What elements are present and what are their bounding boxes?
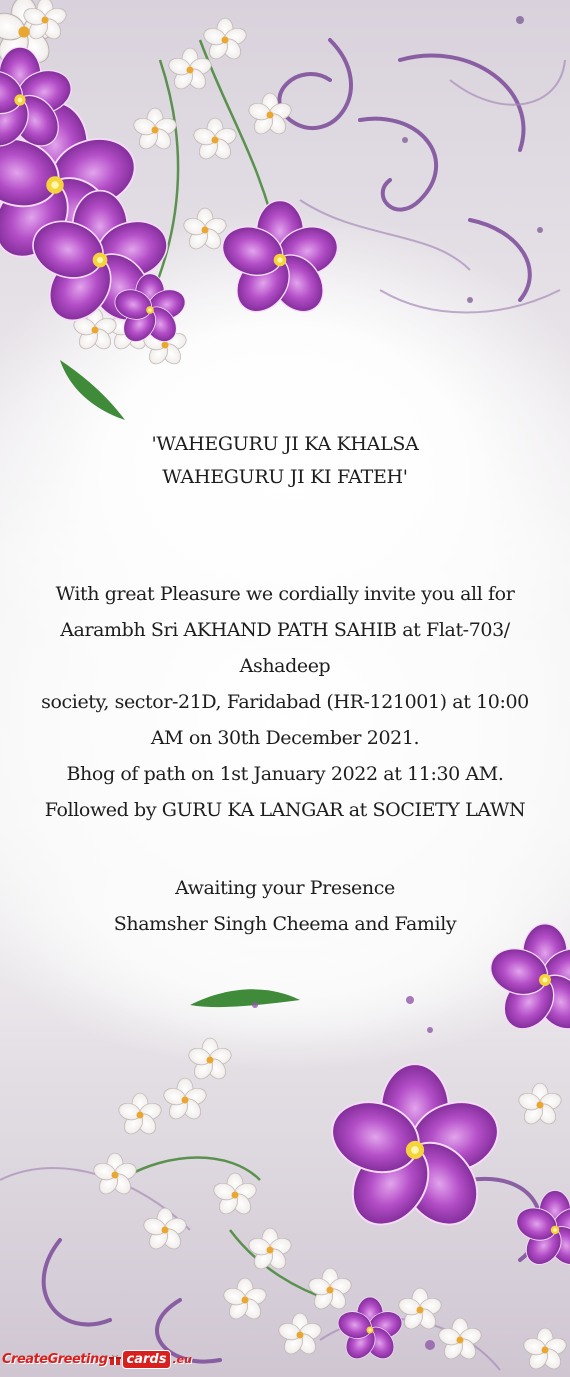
invitation-line-6: Bhog of path on 1st January 2022 at 11:30 AM. [66, 763, 504, 785]
invitation-line-4: society, sector-21D, Faridabad (HR-121001) at 10:00 [41, 691, 529, 713]
invitation-text [0, 576, 570, 828]
invitation-line-2: Aarambh Sri AKHAND PATH SAHIB at Flat-703/ [60, 619, 510, 641]
invitation-line-5: AM on 30th December 2021. [150, 727, 420, 749]
invitation-line-7: Followed by GURU KA LANGAR at SOCIETY LAWN [44, 799, 526, 821]
closing-line-2: Shamsher Singh Cheema and Family [113, 913, 457, 935]
greeting-text [0, 428, 570, 494]
logo-text-create-greeting: CreateGreeting [2, 1351, 108, 1367]
greeting-line-1: 'WAHEGURU JI KA KHALSA [151, 433, 419, 455]
site-logo[interactable] [2, 1346, 192, 1372]
closing-line-1: Awaiting your Presence [175, 877, 395, 899]
closing-text [0, 870, 570, 942]
greeting-line-2: WAHEGURU JI KI FATEH' [162, 466, 408, 488]
gift-icon [109, 1354, 121, 1365]
logo-text-cards: cards [122, 1350, 172, 1369]
invitation-line-3: Ashadeep [239, 655, 331, 677]
invitation-line-1: With great Pleasure we cordially invite you all for [55, 583, 515, 605]
logo-text-domain: .eu [172, 1352, 192, 1366]
